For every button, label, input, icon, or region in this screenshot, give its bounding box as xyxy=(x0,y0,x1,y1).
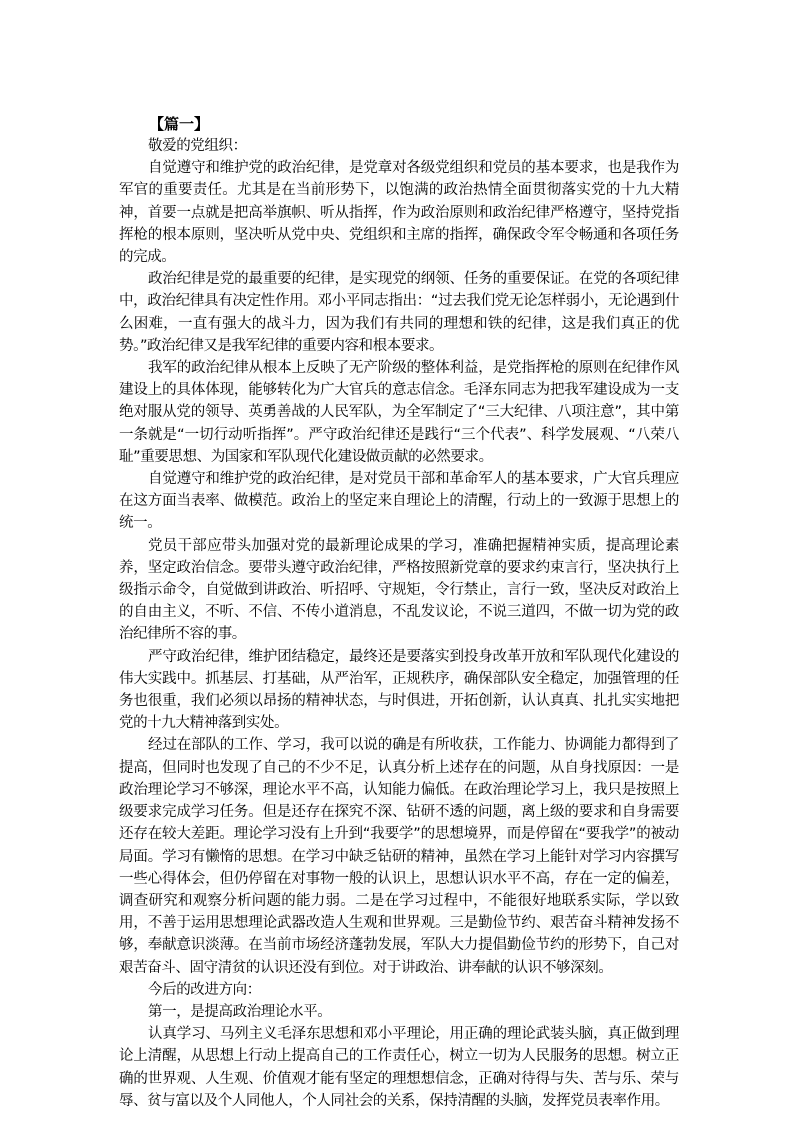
paragraph-improvement-heading: 今后的改进方向： xyxy=(148,981,261,998)
salutation: 敬爱的党组织： xyxy=(148,138,247,154)
section-title: 【篇一】 xyxy=(149,115,210,133)
document-page xyxy=(119,113,679,1112)
paragraph-self-analysis: 经过在部队的工作、学习，我可以说的确是有所收获，工作能力、协调能力都得到了提高，但同时也发现了自己的不少不足，认真分析上述存在的问题，从自身找原因：一是政治理论学习不够深，理论水平不高，认知能力偏低。在政治理论学习上，我只是按照上级要求完成学习任务。但是还存在探究不深、钻研不透的问题，离上级的要求和自身需要还存在较大差距。理论学习没有上升到“我要学”的思想境界，而是停留在“要我学”的被动局面。学习有懒惰的思想。在学习中缺乏钻研的精神，虽然在学习上能针对学习内容撰写一些心得体会，但仍停留在对事物一般的认识上，思想认识水平不高，存在一定的偏差，调查研究和观察分析问题的能力弱。二是在学习过程中，不能很好地联系实际，学以致用，不善于运用思想理论武器改造人生观和世界观。三是勤俭节约、艰苦奋斗精神发扬不够，奉献意识淡薄。在当前市场经济蓬勃发展，军队大力提倡勤俭节约的形势下，自己对艰苦奋斗、固守清贫的认识还没有到位。对于讲政治、讲奉献的认识不够深刻。 xyxy=(119,737,679,976)
paragraph-political-discipline: 政治纪律是党的最重要的纪律，是实现党的纲领、任务的重要保证。在党的各项纪律中，政治纪律具有决定性作用。邓小平同志指出：“过去我们党无论怎样弱小，无论遇到什么困难，一直有强大的战斗力，因为我们有共同的理想和铁的纪律，这是我们真正的优势。”政治纪律又是我军纪律的重要内容和根本要求。 xyxy=(119,271,679,354)
paragraph-army-discipline: 我军的政治纪律从根本上反映了无产阶级的整体利益，是党指挥枪的原则在纪律作风建设上的具体体现，能够转化为广大官兵的意志信念。毛泽东同志为把我军建设成为一支绝对服从党的领导、英勇善战的人民军队，为全军制定了“三大纪律、八项注意”，其中第一条就是“一切行动听指挥”。严守政治纪律还是践行“三个代表”、科学发展观、“八荣八耻”重要思想、为国家和军队现代化建设做贡献的必然要求。 xyxy=(119,360,679,465)
paragraph-improvement-first: 第一，是提高政治理论水平。 xyxy=(148,1003,332,1020)
paragraph-practice: 严守政治纪律，维护团结稳定，最终还是要落实到投身改革开放和军队现代化建设的伟大实践中。抓基层、打基础，从严治军，正规秩序，确保部队安全稳定，加强管理的任务也很重，我们必须以昂扬的精神状态，与时俱进，开拓创新，认认真真、扎扎实实地把党的十九大精神落到实处。 xyxy=(119,648,679,732)
paragraph-theory-study: 认真学习、马列主义毛泽东思想和邓小平理论，用正确的理论武装头脑，真正做到理论上清醒，从思想上行动上提高自己的工作责任心，树立一切为人民服务的思想。树立正确的世界观、人生观、价值观才能有坚定的理想想信念，正确对待得与失、苦与乐、荣与辱、贫与富以及个人同他人，个人同社会的关系，保持清醒的头脑，发挥党员表率作用。 xyxy=(119,1026,679,1109)
paragraph-discipline-intro: 自觉遵守和维护党的政治纪律，是党章对各级党组织和党员的基本要求，也是我作为军官的重要责任。尤其是在当前形势下，以饱满的政治热情全面贯彻落实党的十九大精神，首要一点就是把高举旗帜、听从指挥，作为政治原则和政治纪律严格遵守，坚持党指挥枪的根本原则，坚决听从党中央、党组织和主席的指挥，确保政令军令畅通和各项任务的完成。 xyxy=(119,160,679,266)
paragraph-role-model: 自觉遵守和维护党的政治纪律，是对党员干部和革命军人的基本要求，广大官兵理应在这方面当表率、做模范。政治上的坚定来自理论上的清醒，行动上的一致源于思想上的统一。 xyxy=(119,471,679,532)
paragraph-cadre-study: 党员干部应带头加强对党的最新理论成果的学习，准确把握精神实质，提高理论素养，坚定政治信念。要带头遵守政治纪律，严格按照新党章的要求约束言行，坚决执行上级指示命令，自觉做到讲政治、听招呼、守规矩，令行禁止，言行一致，坚决反对政治上的自由主义，不听、不信、不传小道消息，不乱发议论，不说三道四，不做一切为党的政治纪律所不容的事。 xyxy=(119,537,679,643)
